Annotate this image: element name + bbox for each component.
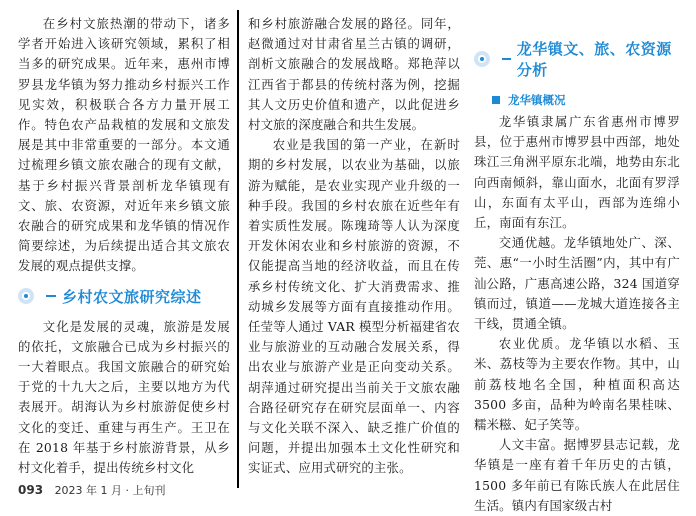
paragraph: 龙华镇隶属广东省惠州市博罗县，位于惠州市博罗县中西部，地处珠江三角洲平原东北端，地势由东北向西南倾斜，靠山面水，北面有罗浮山，东面有太平山，西部为连绵小丘，南面有东江。 bbox=[474, 114, 680, 231]
square-bullet-icon bbox=[492, 96, 500, 104]
column-divider bbox=[237, 10, 239, 488]
paragraph: 在乡村文旅热潮的带动下，诸多学者开始进入该研究领域，累积了相当多的研究成果。近年来，惠州市博罗县龙华镇为努力推动乡村振兴工作见实效，积极联合各方力量开展工作。特色农产品栽植的发展和文旅发展是其中非常重要的一部分。本文通过梳理乡镇文旅农融合的现有文献，基于乡村振兴背景剖析龙华镇现有文、旅、农资源，对近年来乡镇文旅农融合的研究成果和龙华镇的情况作简要综述，为后续提出适合其文旅农发展的观点提供支撑。 bbox=[18, 16, 230, 274]
dash-icon bbox=[46, 295, 56, 297]
page-number: 093 bbox=[18, 483, 44, 497]
subsection-heading bbox=[492, 90, 680, 110]
paragraph: 农业是我国的第一产业，在新时期的乡村发展，以农业为基础，以旅游为赋能，是农业实现产业升级的一种手段。我国的乡村农旅在近些年有着实质性发展。陈瑰琦等人认为深度开发休闲农业和乡村旅游的资源，不仅能提高当地的经济收益，而且在传承乡村传统文化、扩大消费需求、推动城乡发展等方面有直接推动作用。任莹等人通过 VAR 模型分析福建省农业与旅游业的互动融合发展关系，得出农业与旅游产业是正向变动关系。胡萍通过研究提出当前关于文旅农融合路径研究存在研究层面单一、内容与文化关联不深入、缺乏推广价值的问题，并提出加强本土文化性研究和实证式、应用式研究的主张。 bbox=[248, 137, 460, 476]
subsection-title: 龙华镇概况 bbox=[508, 93, 566, 107]
dash-icon bbox=[502, 58, 511, 60]
paragraph: 和乡村旅游融合发展的路径。同年，赵微通过对甘肃省星兰古镇的调研，剖析文旅融合的发展战略。郑艳萍以江西省于都县的传统村落为例，挖掘其人文历史价值和遗产，以此促进乡村文旅的深度融合和共生发展。 bbox=[248, 16, 460, 133]
section-title: 乡村农文旅研究综述 bbox=[62, 287, 202, 306]
paragraph: 人文丰富。据博罗县志记载，龙华镇是一座有着千年历史的古镇，1500 多年前已有陈氏族人在此居住生活。镇内有国家级古村 bbox=[474, 437, 680, 513]
paragraph: 文化是发展的灵魂，旅游是发展的依托，文旅融合已成为乡村振兴的一大着眼点。我国文旅融合的研究始于党的十九大之后，主要以地方为代表展开。胡海认为乡村旅游促使乡村文化的变迁、重建与再生产。王卫在在 2018 年基于乡村旅游背景，从乡村文化着手，提出传统乡村文化 bbox=[18, 318, 230, 476]
column-1 bbox=[18, 14, 230, 478]
section-heading bbox=[474, 38, 680, 80]
paragraph: 农业优质。龙华镇以水稻、玉米、荔枝等为主要农作物。其中，山前荔枝地名全国，种植面积高达 3500 多亩，品种为岭南名果桂味、糯米糍、妃子笑等。 bbox=[474, 336, 680, 433]
page-footer bbox=[18, 482, 166, 498]
circle-bullet-icon bbox=[18, 286, 38, 306]
paragraph: 交通优越。龙华镇地处广、深、莞、惠“一小时生活圈”内，其中有广汕公路，广惠高速公路，324 国道穿镇而过，镇道——龙城大道连接各主干线，贯通全镇。 bbox=[474, 235, 680, 332]
column-3 bbox=[474, 14, 680, 516]
section-heading bbox=[18, 286, 230, 307]
section-title: 龙华镇文、旅、农资源分析 bbox=[516, 40, 672, 79]
issue-label: 2023 年 1 月 · 上旬刊 bbox=[54, 484, 166, 497]
column-2 bbox=[248, 14, 460, 479]
circle-bullet-icon bbox=[474, 49, 494, 69]
